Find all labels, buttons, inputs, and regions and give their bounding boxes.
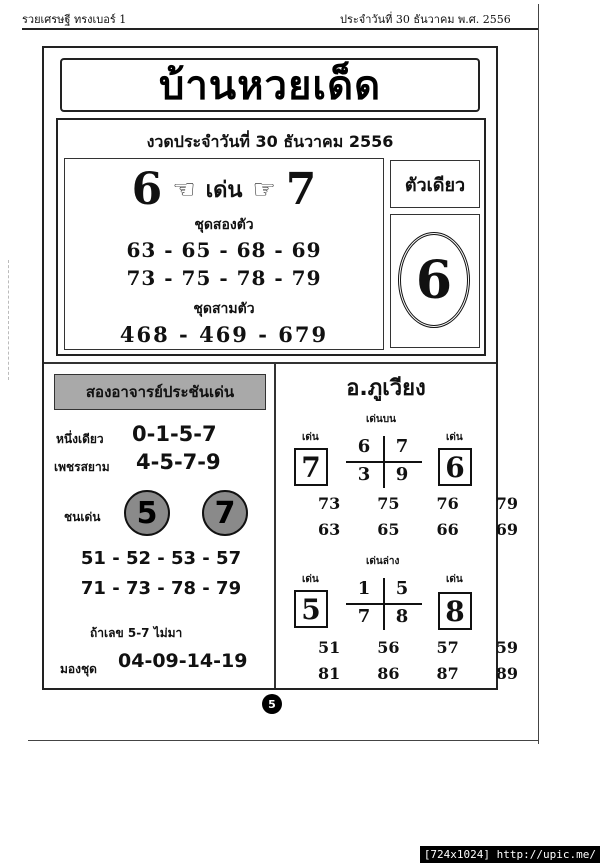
header-rule (22, 28, 538, 30)
number: 63 (318, 520, 341, 539)
lower-right-label: เด่น (446, 574, 463, 585)
left-panel-title: สองอาจารย์ประชันเด่น (54, 374, 266, 410)
number: 81 (318, 664, 341, 683)
upper-grid-digit: 9 (395, 464, 409, 485)
featured-word: เด่น (205, 178, 243, 203)
pointing-hand-right-icon: ☞ (252, 174, 276, 205)
lower-grid-digit: 5 (395, 578, 409, 599)
number: 59 (495, 638, 518, 657)
lower-left-label: เด่น (302, 574, 319, 585)
number: 56 (377, 638, 400, 657)
upper-grid-digit: 3 (357, 464, 371, 485)
featured-digits-row (64, 164, 384, 215)
row1-label: หนึ่งเดียว (56, 432, 104, 446)
upper-grid-digit: 6 (357, 436, 371, 457)
number: 86 (377, 664, 400, 683)
lower-grid-digit: 7 (357, 606, 371, 627)
look-set-label: มองชุด (60, 662, 97, 676)
page-edge-right (538, 4, 539, 744)
number: 87 (436, 664, 459, 683)
lower-number-row-2 (318, 664, 518, 683)
number: 65 (377, 520, 400, 539)
upper-number-row-1 (318, 494, 518, 513)
lower-grid-digit: 1 (357, 578, 371, 599)
row2-digits: 4-5-7-9 (136, 450, 221, 474)
number: 89 (495, 664, 518, 683)
left-pairs-row-1: 51 - 52 - 53 - 57 (80, 548, 242, 569)
lower-right-digit: 8 (438, 592, 472, 630)
left-pairs-row-2: 71 - 73 - 78 - 79 (80, 578, 242, 599)
upper-right-label: เด่น (446, 432, 463, 443)
pairs-row-1: 63 - 65 - 68 - 69 (126, 238, 322, 262)
lower-left-digit: 5 (294, 590, 328, 628)
upper-label: เด่นบน (366, 414, 396, 425)
featured-circle-a: 5 (124, 490, 170, 536)
single-digit-label: ตัวเดียว (390, 160, 480, 208)
page-number: 5 (262, 694, 282, 714)
number: 51 (318, 638, 341, 657)
number: 69 (495, 520, 518, 539)
watermark: [724x1024] http://upic.me/ (420, 846, 600, 863)
upper-right-digit: 6 (438, 448, 472, 486)
right-panel-title: อ.ภูเวียง (346, 376, 426, 401)
pairs-label: ชุดสองตัว (194, 217, 254, 233)
featured-digit-left: 6 (131, 164, 163, 215)
lower-label: เด่นล่าง (366, 556, 400, 567)
featured-pair-label: ชนเด่น (64, 510, 101, 524)
header-issue-date: ประจำวันที่ 30 ธันวาคม พ.ศ. 2556 (340, 13, 511, 26)
page-edge-bottom (28, 740, 538, 741)
row1-digits: 0-1-5-7 (132, 422, 217, 446)
upper-left-label: เด่น (302, 432, 319, 443)
row2-label: เพชรสยาม (54, 460, 110, 474)
number: 75 (377, 494, 400, 513)
lower-grid-vline (383, 578, 385, 630)
fallback-note: ถ้าเลข 5-7 ไม่มา (90, 626, 183, 640)
number: 57 (436, 638, 459, 657)
featured-digit-right: 7 (285, 164, 317, 215)
lower-number-row-1 (318, 638, 518, 657)
header-publication: รวยเศรษฐี ทรงเบอร์ 1 (22, 13, 127, 26)
number: 66 (436, 520, 459, 539)
single-digit: 6 (398, 232, 470, 328)
upper-left-digit: 7 (294, 448, 328, 486)
triples-row: 468 - 469 - 679 (119, 322, 329, 347)
page-title: บ้านหวยเด็ด (60, 58, 480, 112)
featured-circle-b: 7 (202, 490, 248, 536)
triples-label: ชุดสามตัว (193, 301, 255, 317)
section-divider (44, 362, 496, 364)
upper-grid-digit: 7 (395, 436, 409, 457)
lower-grid-digit: 8 (395, 606, 409, 627)
scan-artifact (8, 260, 17, 380)
number: 73 (318, 494, 341, 513)
pointing-hand-left-icon: ☜ (172, 174, 196, 205)
look-set-digits: 04-09-14-19 (118, 650, 248, 672)
column-divider (274, 364, 276, 688)
upper-grid-vline (383, 436, 385, 488)
draw-date: งวดประจำวันที่ 30 ธันวาคม 2556 (146, 132, 394, 151)
number: 76 (436, 494, 459, 513)
number: 79 (495, 494, 518, 513)
upper-number-row-2 (318, 520, 518, 539)
pairs-row-2: 73 - 75 - 78 - 79 (126, 266, 322, 290)
